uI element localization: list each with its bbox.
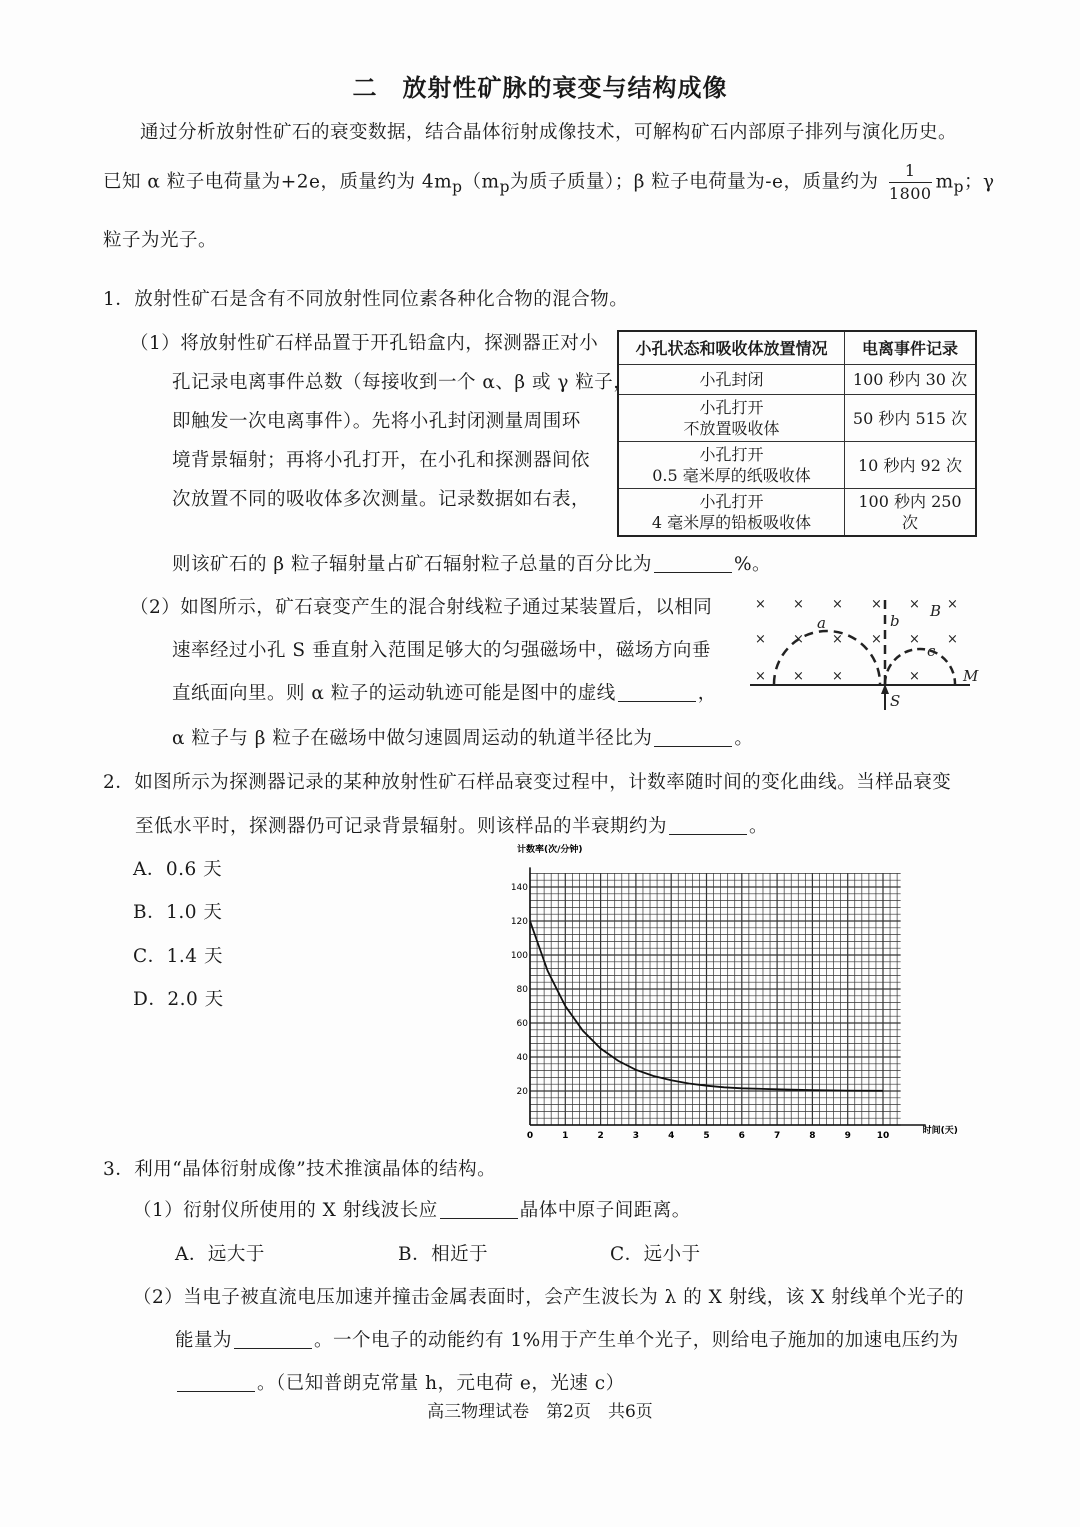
q1-p1-question — [172, 550, 771, 576]
table-header-row — [618, 331, 976, 365]
fraction — [889, 160, 932, 205]
answer-blank[interactable] — [618, 683, 696, 703]
table-cell-record: 100 秒内 250 次 — [845, 489, 977, 537]
svg-text:×: × — [909, 669, 920, 684]
svg-text:×: × — [832, 669, 843, 684]
q1-p1-line: 即触发一次电离事件）。先将小孔封闭测量周围环 — [172, 411, 581, 432]
y-tick-label: 40 — [516, 1053, 528, 1063]
q2-line-1: 2．如图所示为探测器记录的某种放射性矿石样品衰变过程中，计数率随时间的变化曲线。当样品衰变 — [103, 772, 952, 793]
q2-option-b[interactable]: B．1.0 天 — [133, 902, 223, 923]
q1-p2-line: （2）如图所示，矿石衰变产生的混合射线粒子通过某装置后，以相同 — [130, 597, 713, 618]
subscript: p — [953, 178, 965, 197]
intro-line-3: 粒子为光子。 — [103, 230, 218, 251]
condition-text: 0.5 毫米厚的纸吸收体 — [652, 466, 811, 485]
q3-option-b[interactable]: B．相近于 — [398, 1244, 489, 1265]
x-tick-label: 8 — [809, 1131, 816, 1140]
question-text: 。（已知普朗克常量 h，元电荷 e，光速 c） — [257, 1373, 625, 1394]
section-title: 二 放射性矿脉的衰变与结构成像 — [352, 73, 728, 102]
x-axis-label: 时间(天) — [922, 1126, 958, 1136]
table-cell-record: 10 秒内 92 次 — [845, 442, 977, 489]
question-text: 直纸面向里。则 α 粒子的运动轨迹可能是图中的虚线 — [172, 683, 616, 704]
intro-line-2 — [103, 160, 995, 205]
q2-option-c[interactable]: C．1.4 天 — [133, 946, 223, 967]
q3-stem: 3．利用“晶体衍射成像”技术推演晶体的结构。 — [103, 1159, 497, 1180]
q3-p2-line — [175, 1369, 625, 1395]
table-cell-condition — [618, 365, 845, 395]
table-row — [618, 489, 976, 537]
y-tick-label: 60 — [516, 1019, 528, 1029]
x-tick-label: 1 — [562, 1131, 569, 1140]
question-text: %。 — [733, 554, 772, 575]
page-footer: 高三物理试卷 第2页 共6页 — [427, 1402, 653, 1422]
answer-blank[interactable] — [669, 816, 747, 836]
y-tick-label: 120 — [510, 917, 528, 927]
q3-p2-line: （2）当电子被直流电压加速并撞击金属表面时，会产生波长为 λ 的 X 射线，该 X 射线单个光子的 — [133, 1287, 965, 1308]
q2-option-a[interactable]: A．0.6 天 — [133, 859, 223, 880]
question-text: 能量为 — [175, 1330, 233, 1351]
condition-text: 小孔打开 — [699, 492, 764, 511]
label-B: B — [930, 602, 942, 620]
condition-text: 小孔封闭 — [699, 370, 764, 389]
y-tick-label: 140 — [510, 883, 528, 893]
answer-blank[interactable] — [654, 728, 732, 748]
answer-blank[interactable] — [440, 1200, 518, 1220]
label-c: c — [927, 642, 936, 660]
q1-p1-line: 孔记录电离事件总数（每接收到一个 α、β 或 γ 粒子， — [172, 372, 633, 393]
svg-text:×: × — [793, 632, 804, 647]
intro-line-1: 通过分析放射性矿石的衰变数据，结合晶体衍射成像技术，可解构矿石内部原子排列与演化历史。 — [140, 122, 958, 143]
svg-text:×: × — [832, 632, 843, 647]
table-row — [618, 442, 976, 489]
svg-text:×: × — [755, 597, 766, 612]
table-header: 小孔状态和吸收体放置情况 — [618, 331, 845, 365]
q3-p2-line — [175, 1326, 959, 1352]
y-tick-label: 20 — [516, 1087, 528, 1097]
svg-text:×: × — [793, 597, 804, 612]
intro-text: 已知 α 粒子电荷量为+2e，质量约为 4m — [103, 171, 453, 193]
subscript: p — [452, 178, 463, 197]
condition-text: 4 毫米厚的铅板吸收体 — [651, 513, 812, 532]
x-tick-label: 0 — [526, 1131, 534, 1140]
y-tick-label: 80 — [516, 985, 528, 995]
condition-text: 小孔打开 — [699, 445, 764, 464]
answer-blank[interactable] — [654, 554, 732, 574]
table-cell-condition — [618, 395, 845, 442]
table-row — [618, 395, 976, 442]
question-text: α 粒子与 β 粒子在磁场中做匀速圆周运动的轨道半径比为 — [172, 728, 653, 749]
decay-chart — [505, 840, 975, 1140]
x-tick-label: 2 — [597, 1131, 604, 1140]
q2-line-2 — [135, 812, 768, 838]
intro-text: 为质子质量）；β 粒子电荷量为-e，质量约为 — [509, 171, 879, 193]
q1-p1-line: 境背景辐射；再将小孔打开，在小孔和探测器间依 — [172, 450, 591, 471]
label-b: b — [890, 612, 900, 630]
track-c — [885, 649, 955, 684]
question-text: 至低水平时，探测器仍可记录背景辐射。则该样品的半衰期约为 — [135, 816, 668, 837]
track-a — [774, 631, 880, 684]
question-text: 晶体中原子间距离。 — [519, 1200, 691, 1221]
intro-text: （m — [462, 171, 500, 193]
answer-blank[interactable] — [177, 1373, 255, 1393]
table-row — [618, 365, 976, 395]
x-tick-label: 5 — [703, 1131, 710, 1140]
y-axis-label: 计数率(次/分钟) — [517, 845, 583, 855]
subscript: p — [499, 178, 510, 197]
x-tick-label: 4 — [668, 1131, 675, 1140]
intro-text: ；γ — [964, 171, 995, 193]
q1-p2-line — [172, 679, 717, 705]
q1-p1-line: 次放置不同的吸收体多次测量。记录数据如右表， — [172, 489, 591, 510]
x-tick-label: 3 — [632, 1131, 640, 1140]
question-text: 。 — [734, 728, 754, 749]
x-tick-label: 9 — [844, 1131, 851, 1140]
q1-p2-line — [172, 724, 753, 750]
fraction-denominator: 1800 — [888, 184, 932, 203]
question-text: 。一个电子的动能约有 1%用于产生单个光子，则给电子施加的加速电压约为 — [314, 1330, 959, 1351]
question-text: 。 — [749, 816, 769, 837]
table-cell-record: 50 秒内 515 次 — [845, 395, 977, 442]
q1-p2-line: 速率经过小孔 S 垂直射入范围足够大的匀强磁场中，磁场方向垂 — [172, 640, 711, 661]
y-tick-label: 100 — [510, 951, 528, 961]
label-S: S — [890, 692, 901, 710]
magnetic-field-figure — [745, 588, 985, 713]
svg-text:×: × — [909, 632, 920, 647]
svg-text:×: × — [832, 597, 843, 612]
x-tick-label: 7 — [773, 1131, 781, 1140]
x-tick-label: 6 — [738, 1131, 745, 1140]
q3-option-c[interactable]: C．远小于 — [610, 1244, 701, 1265]
svg-text:×: × — [871, 632, 882, 647]
field-cross-marks — [755, 597, 958, 684]
intro-text: m — [935, 171, 954, 193]
q3-p1 — [133, 1196, 691, 1222]
svg-text:×: × — [755, 669, 766, 684]
q3-option-a[interactable]: A．远大于 — [175, 1244, 265, 1265]
q1-stem: 1．放射性矿石是含有不同放射性同位素各种化合物的混合物。 — [103, 289, 629, 310]
table-cell-condition — [618, 442, 845, 489]
svg-text:×: × — [793, 669, 804, 684]
fraction-numerator: 1 — [889, 160, 932, 183]
question-text: 则该矿石的 β 粒子辐射量占矿石辐射粒子总量的百分比为 — [172, 554, 652, 575]
svg-text:×: × — [947, 597, 958, 612]
label-a: a — [817, 614, 826, 632]
x-tick-label: 10 — [876, 1131, 890, 1140]
table-header: 电离事件记录 — [845, 331, 977, 365]
ionization-events-table — [617, 330, 977, 537]
q2-option-d[interactable]: D．2.0 天 — [133, 989, 224, 1010]
svg-text:×: × — [947, 632, 958, 647]
answer-blank[interactable] — [234, 1330, 312, 1350]
condition-text: 不放置吸收体 — [683, 419, 780, 438]
q1-p1-line: （1）将放射性矿石样品置于开孔铅盒内，探测器正对小 — [130, 333, 599, 354]
label-M: M — [963, 667, 979, 685]
svg-text:×: × — [755, 632, 766, 647]
question-text: ， — [697, 683, 717, 704]
svg-text:×: × — [909, 597, 920, 612]
condition-text: 小孔打开 — [699, 398, 764, 417]
svg-text:×: × — [871, 597, 882, 612]
table-cell-condition — [618, 489, 845, 537]
table-cell-record: 100 秒内 30 次 — [845, 365, 977, 395]
question-text: （1）衍射仪所使用的 X 射线波长应 — [133, 1200, 438, 1221]
